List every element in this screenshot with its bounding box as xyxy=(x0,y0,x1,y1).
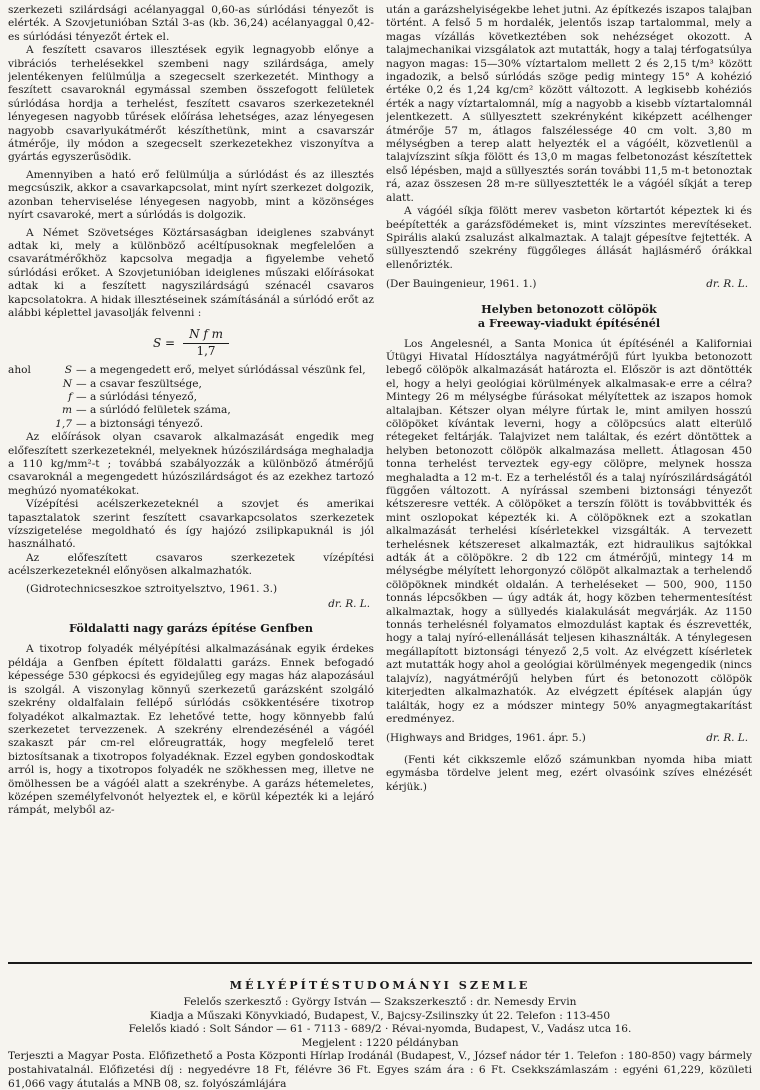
definition-text: — a súrlódó felületek száma, xyxy=(76,404,231,417)
article-heading-line: a Freeway-viadukt építésénél xyxy=(477,315,661,330)
paragraph: szerkezeti szilárdsági acélanyaggal 0,60-as súrlódási tényezőt is elérték. A Szovjetunióban Sztál 3-as (kb. 36,24) acélanyaggal 0,42-es súrlódási tényezőt értek el. xyxy=(8,4,374,43)
paragraph: Az előírások olyan csavarok alkalmazását engedik meg előfeszített szerkezeteknél, melyeknek húzószilárdsága meghaladja a 110 kg/mm²-t ; továbbá szabályozzák a különböző átmérőjű csavaroknál a megengedett húzószilárdságot és az ezekhez tartozó meghúzó nyomatékokat. xyxy=(8,431,374,497)
source-citation: (Highways and Bridges, 1961. ápr. 5.) xyxy=(386,732,586,745)
formula-fraction xyxy=(183,328,229,358)
formula-definitions xyxy=(8,364,374,431)
errata-note: (Fenti két cikkszemle előző számunkban nyomda hiba miatt egymásba tördelve jelent meg, ezért olvasóink szíves elnézését kérjük.) xyxy=(386,753,752,793)
paragraph: Vízépítési acélszerkezeteknél a szovjet és amerikai tapasztalatok szerint feszített csavarkapcsolatos szerkezetek vízszigetelése megoldható és így hajózó zsilipkapuknál is jól használható. xyxy=(8,498,374,551)
two-column-body xyxy=(8,4,752,956)
colophon-line: Felelős kiadó : Solt Sándor — 61 - 7113 - 689/2 · Révai-nyomda, Budapest, V., Vadász utca 16. xyxy=(128,1023,632,1036)
paragraph: A Német Szövetséges Köztársaságban ideiglenes szabványt adtak ki, mely a különböző acéltípusoknak megfelelően a csavarátmérőkhöz kapcsolva megadja a figyelembe vehető súrlódási erőket. A Szovjetunióban ideiglenes műszaki előírásokat adtak ki a feszített nagyszilárdságú szénacél csavaros kapcsolatokra. A hidak illesztéseinek számításánál a súrlódó erőt az alábbi képlettel javasolják felvenni : xyxy=(8,226,374,319)
definition-row xyxy=(8,404,374,417)
author-signature: dr. R. L. xyxy=(706,278,748,291)
colophon-line: Kiadja a Műszaki Könyvkiadó, Budapest, V., Bajcsy-Zsilinszky út 22. Telefon : 113-450 xyxy=(149,1009,611,1022)
definition-text: — a megengedett erő, melyet súrlódással vészünk fel, xyxy=(76,364,366,377)
colophon xyxy=(8,962,752,1090)
colophon-line: Megjelent : 1220 példányban xyxy=(301,1036,459,1049)
where-label: ahol xyxy=(8,364,31,377)
paragraph: után a garázshelyiségekbe lehet jutni. Az építkezés iszapos talajban történt. A felső 5 m hordalék, jelentős iszap tartalommal, mely a magas vízállás következtében sok nehézséget okozott. A talajmechanikai vizsgálatok azt mutatták, hogy a talaj térfogatsúlya nagyon magas: 15—30% víztartalom mellett 2 és 2,15 t/m³ között ingadozik, a belső súrlódás szöge pedig mintegy 15° A kohézió értéke 0,2 és 1,24 kg/cm² között változott. A legkisebb kohéziós érték a nagy víztartalomnál, míg a nagyobb a kisebb víztartalomnál jelentkezett. A süllyesztett szekrényként kiképzett acélhenger átmérője 57 m, átlagos falszélessége 40 cm volt. 3,80 m mélységben a terep alatt helyezték el a vágóélt, közvetlenül a talajvízszint síkja fölött és 13,0 m magas felbetonozást készítettek első lépésben, majd a süllyesztés során további 11,5 m-t betonoztak rá, azaz összesen 28 m-re süllyesztették le a vágóél síkját a terep alatt. xyxy=(386,4,752,204)
colophon-subscription: Terjeszti a Magyar Posta. Előfizethető a Posta Központi Hírlap Irodánál (Budapest, V., József nádor tér 1. Telefon : 180-850) vagy bármely postahivatalnál. Előfizetési díj : negyedévre 18 Ft, félévre 36 Ft. Egyes szám ára : 6 Ft. Csekkszámlaszám : egyéni 61,229, közületi 61,066 vagy átutalás a MNB 08, sz. folyószámlájára xyxy=(8,1050,752,1090)
paragraph: Los Angelesnél, a Santa Monica út építésénél a Kaliforniai Útügyi Hivatal Hídosztálya nagyátmérőjű fúrt lyukba betonozott lebegő cölöpök alkalmazását határozta el. Először is azt döntötték el, hogy a helyi geológiai körülmények alkalmasak-e erre a célra? Mintegy 26 m mélységbe fúrásokat mélyítettek az iszapos homok altalajban. Kétszer olyan mélyre fúrtak le, mint amilyen hosszú cölöpöket kívántak leverni, hogy a cölöpcsúcs alatt elterülő rétegeket feltárják. Talajvizet nem találtak, és ezért döntöttek a helyben betonozott cölöpök alkalmazása mellett. Átlagosan 450 tonna terhelést terveztek egy-egy cölöpre, melynek hossza meghaladta a 12 m-t. Ez a terheléstől és a talaj nyírószilárdságától függően változott. A nyírással szembeni biztonsági tényezőt kétszeresre vették. A cölöpöket a terszín fölött is továbbvitték és mint oszlopokat képezték ki. A cölöpöknek ezt a szokatlan alkalmazását terhelési kísérletekkel vizsgálták. A tervezett terhelésnek kétszereset alkalmazták, ezt hidraulikus sajtókkal adták át a cölöpökre. 2 db 122 cm átmérőjű, mintegy 14 m mélységbe mélyített lehorgonyzó cölöpöt alkalmaztak a terhelendő cölöpöknek mindkét oldalán. A terheléseket — 500, 900, 1150 tonnás lépcsőkben — úgy adták át, hogy közben tehermentesítést alkalmaztak, hogy a süllyedés kialakulását megvárják. Az 1150 tonnás terhelésnél folyamatos elmozdulást kaptak és észrevették, hogy a talaj nyíró-ellenállását teljesen kihasználták. A ténylegesen megállapított biztonsági tényező 2,5 volt. Az elvégzett kísérletek azt mutatták hogy ahol a geológiai körülmények megengedik (nincs talajvíz), nagyátmérőjű helyben fúrt és betonozott cölöpök kiterjedten alkalmazhatók. Az elvégzett építések alapján úgy találták, hogy ez a módszer mintegy 50% anyagmegtakarítást eredményez. xyxy=(386,337,752,725)
left-column xyxy=(8,4,374,956)
definition-symbol: 1,7 xyxy=(55,417,72,430)
definition-row xyxy=(8,418,374,431)
definition-symbol: S xyxy=(64,364,72,377)
paragraph: A feszített csavaros illesztések egyik legnagyobb előnye a vibrációs terhelésekkel szembeni nagy szilárdsága, amely jelentékenyen felülmúlja a szegecselt szerkezetét. Minthogy a feszített csavaroknál egymással szemben összefogott felületek súrlódása hordja a terhelést, feszített csavaros szerkezeteknél lényegesen nagyobb tűrések előírása lehetséges, azaz lényegesen nagyobb csavarlyukátmérőt készíthetünk, mint a csavarszár átmérője, ily módon a szegecselt szerkezetekhez viszonyítva a gyártás egyszerűsödik. xyxy=(8,44,374,164)
colophon-line: Felelős szerkesztő : György István — Szakszerkesztő : dr. Nemesdy Ervin xyxy=(183,996,577,1008)
definition-symbol: m xyxy=(61,404,72,417)
definition-row xyxy=(8,378,374,391)
journal-masthead: MÉLYÉPÍTÉSTUDOMÁNYI SZEMLE xyxy=(229,978,531,992)
paragraph: A tixotrop folyadék mélyépítési alkalmazásának egyik érdekes példája a Genfben épített földalatti garázs. Ennek befogadó képessége 530 gépkocsi és egyidejűleg egy magas ház alapozásául is szolgál. A viszonylag könnyű szerkezetű garázsként szolgáló szekrény oldalfalain fellépő súrlódás csökkentésére tixotrop folyadékot alkalmaztak. Ez lehetővé tette, hogy könnyebb falú szerkezetet tervezzenek. A szekrény elrendezésénél a vágóél szakaszt pár cm-rel előreugratták, hogy megfelelő teret biztosítsanak a tixotropos folyadéknak. Ezzel egyben gondoskodtak arról is, hogy a tixotropos folyadék ne szökhessen meg, illetve ne ömölhessen be a vágóél alatt a szekrénybe. A garázs hétemeletes, középen személyfelvonót helyeztek el, e körül képezték ki a lejáró rámpát, melyből az- xyxy=(8,643,374,817)
definition-symbol: N xyxy=(62,377,72,390)
right-column xyxy=(386,4,752,956)
source-citation: (Gidrotechnicseszkoe sztroityelsztvo, 1961. 3.) xyxy=(26,582,278,595)
author-signature: dr. R. L. xyxy=(328,598,370,611)
paragraph: Az előfeszített csavaros szerkezetek vízépítési acélszerkezeteknél előnyösen alkalmazhatók. xyxy=(8,551,374,578)
definition-text: — a biztonsági tényező. xyxy=(76,417,204,430)
paragraph: Amennyiben a ható erő felülmúlja a súrlódást és az illesztés megcsúszik, akkor a csavarkapcsolat, mint nyírt szerkezet dolgozik, azonban teherviselése lényegesen nagyobb, mint a közönséges nyírt csavaroké, mert a súrlódás is dolgozik. xyxy=(8,168,374,222)
definition-text: — a súrlódási tényező, xyxy=(76,390,197,403)
source-line xyxy=(386,732,752,745)
source-citation: (Der Bauingenieur, 1961. 1.) xyxy=(386,278,537,291)
article-heading xyxy=(386,302,752,330)
definition-row xyxy=(8,391,374,404)
formula-numerator: N f m xyxy=(183,328,229,343)
article-heading: Földalatti nagy garázs építése Genfben xyxy=(69,621,313,636)
definition-row xyxy=(8,364,374,377)
definition-symbol: f xyxy=(68,390,72,403)
formula-lhs: S = xyxy=(152,335,176,350)
friction-formula xyxy=(8,328,374,358)
source-line xyxy=(386,278,752,291)
formula-denominator: 1,7 xyxy=(196,343,216,358)
paragraph: A vágóél síkja fölött merev vasbeton körtartót képeztek ki és beépítették a garázsfödémeket is, mint vízszintes merevítéseket. Spirális alakú zsaluzást alkalmaztak. A talajt gépesítve fejtették. A süllyesztendő szekrény függőleges állását hajlásmérő órákkal ellenőrizték. xyxy=(386,205,752,271)
definition-text: — a csavar feszültsége, xyxy=(76,377,202,390)
author-signature: dr. R. L. xyxy=(706,732,748,745)
article-heading-line: Helyben betonozott cölöpök xyxy=(481,301,657,316)
